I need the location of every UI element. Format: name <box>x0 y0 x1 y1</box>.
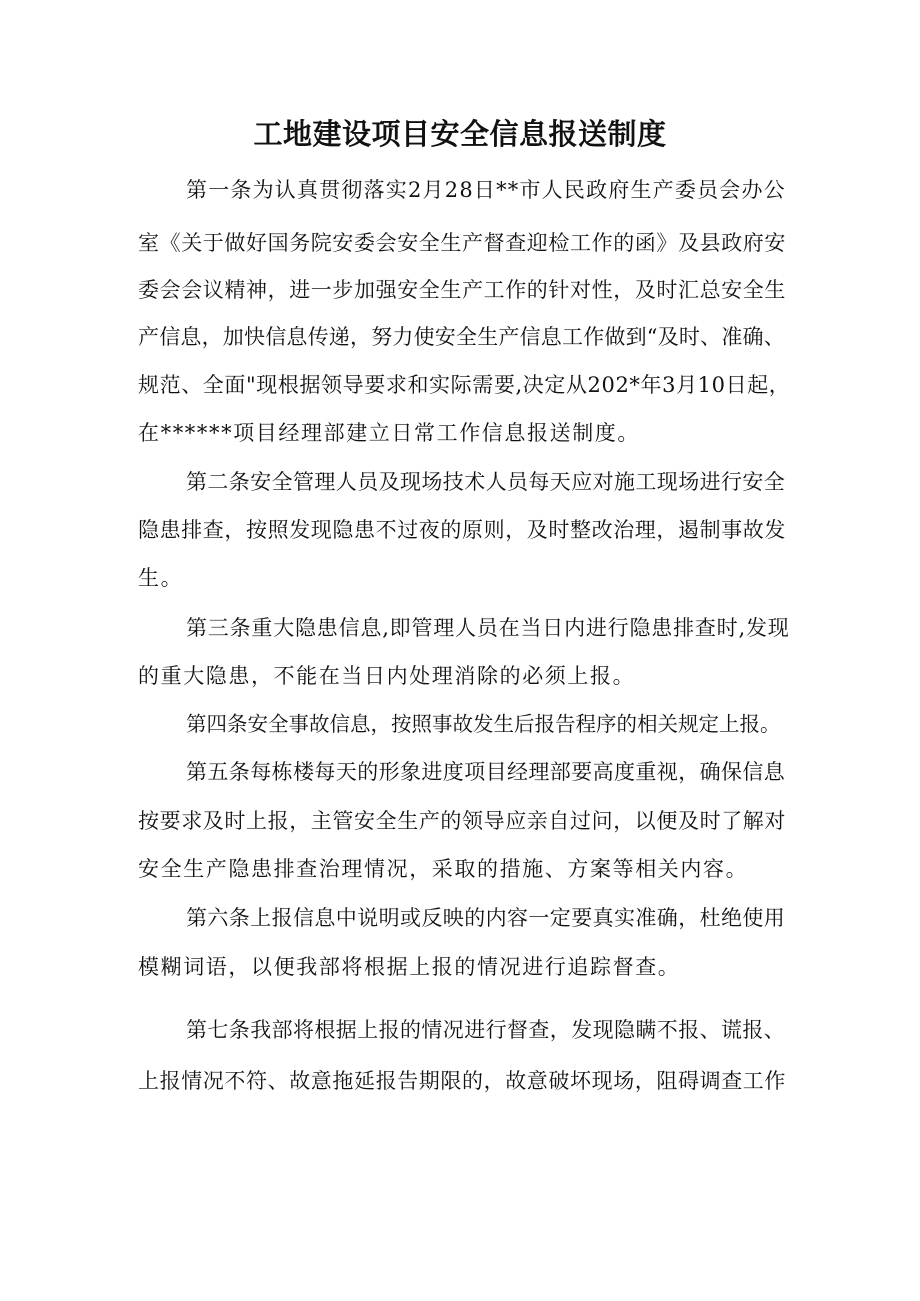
article-1-line-5: 规范、全面"现根据领导要求和实际需要,决定从202*年3月10日起， <box>138 373 791 397</box>
article-6-line-1: 第六条上报信息中说明或反映的内容一定要真实准确，杜绝使用 <box>186 906 786 930</box>
article-3-line-1: 第三条重大隐患信息,即管理人员在当日内进行隐患排查时,发现 <box>186 616 790 640</box>
article-7-line-1: 第七条我部将根据上报的情况进行督查，发现隐瞒不报、谎报、 <box>186 1018 786 1042</box>
article-6-line-2: 模糊词语，以便我部将根据上报的情况进行追踪督查。 <box>138 955 681 979</box>
article-1-line-2: 室《关于做好国务院安委会安全生产督查迎检工作的函》及县政府安 <box>138 231 786 255</box>
article-1-line-4: 产信息，加快信息传递，努力使安全生产信息工作做到“及时、准确、 <box>138 325 785 349</box>
article-1-line-1: 第一条为认真贯彻落实2月28日**市人民政府生产委员会办公 <box>186 178 786 202</box>
article-5-line-3: 安全生产隐患排查治理情况，采取的措施、方案等相关内容。 <box>138 857 749 881</box>
article-2-line-1: 第二条安全管理人员及现场技术人员每天应对施工现场进行安全 <box>186 470 786 494</box>
article-5-line-1: 第五条每栋楼每天的形象进度项目经理部要高度重视，确保信息 <box>186 760 786 784</box>
document-title: 工地建设项目安全信息报送制度 <box>253 117 667 151</box>
article-2-line-3: 生。 <box>138 566 184 590</box>
article-3-line-2: 的重大隐患，不能在当日内处理消除的必须上报。 <box>138 664 636 688</box>
article-2-line-2: 隐患排查，按照发现隐患不过夜的原则，及时整改治理，遏制事故发 <box>138 518 786 542</box>
article-1-line-3: 委会会议精神，进一步加强安全生产工作的针对性，及时汇总安全生 <box>138 278 786 302</box>
article-4-line-1: 第四条安全事故信息，按照事故发生后报告程序的相关规定上报。 <box>186 712 781 736</box>
article-7-line-2: 上报情况不符、故意拖延报告期限的，故意破坏现场，阻碍调查工作 <box>138 1069 786 1093</box>
article-1-line-6: 在******项目经理部建立日常工作信息报送制度。 <box>138 421 640 445</box>
article-5-line-2: 按要求及时上报，主管安全生产的领导应亲自过问，以便及时了解对 <box>138 809 786 833</box>
